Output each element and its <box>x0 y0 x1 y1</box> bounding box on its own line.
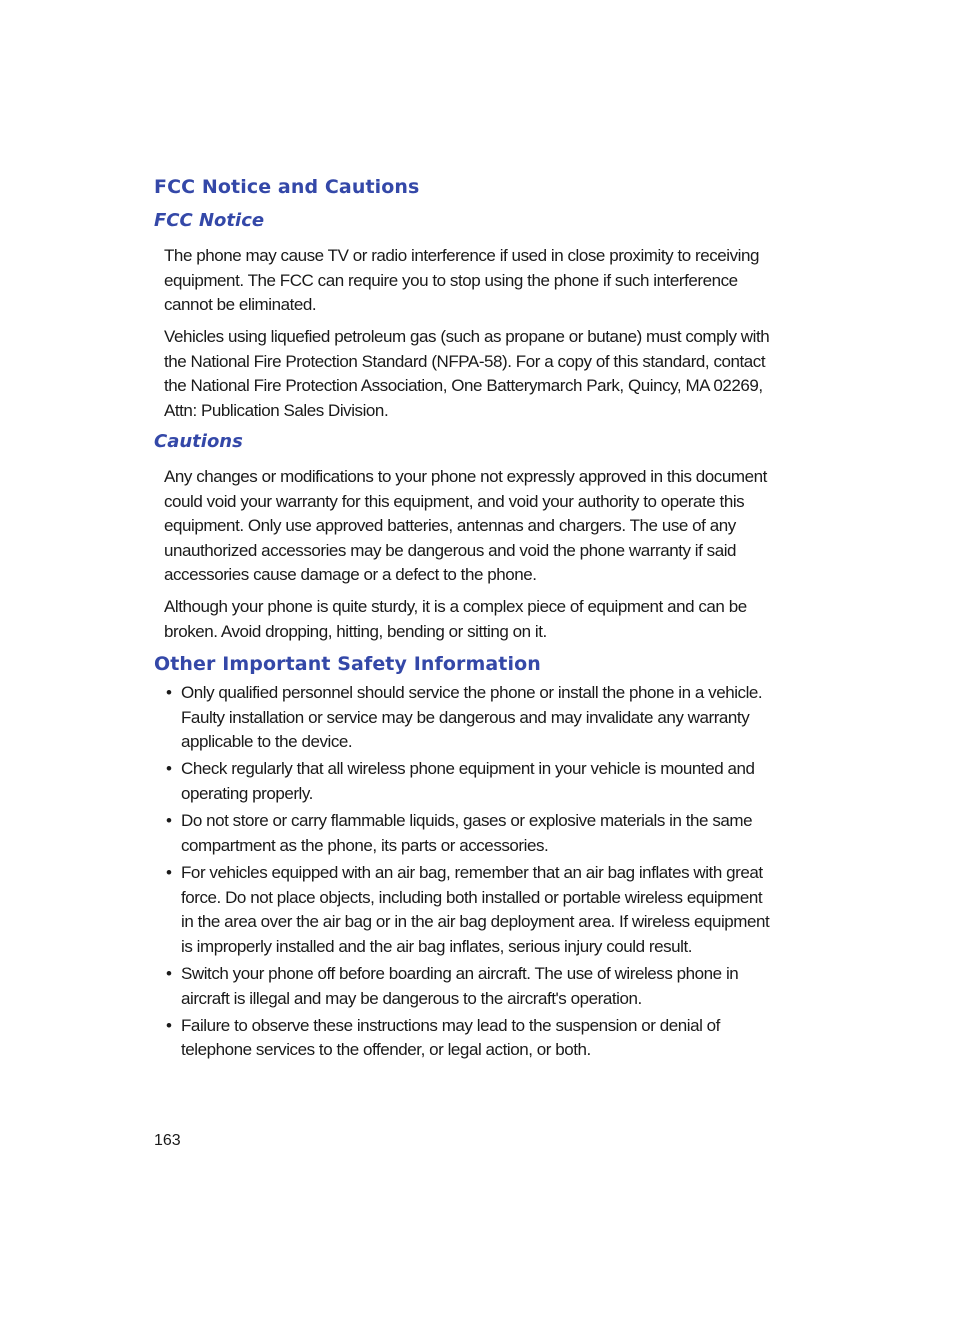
list-item-text: Only qualified personnel should service the phone or install the phone in a vehicle. Faulty installation or service may be dangerous and may invalidate any warranty applicable to the device. <box>181 683 763 752</box>
section-title: FCC Notice and Cautions <box>154 176 420 198</box>
list-item-text: Check regularly that all wireless phone equipment in your vehicle is mounted and operating properly. <box>181 759 755 803</box>
list-item <box>166 681 772 755</box>
bullet-icon: • <box>166 759 172 779</box>
list-item <box>166 809 772 858</box>
list-item-text: Failure to observe these instructions may lead to the suspension or denial of telephone services to the offender, or legal action, or both. <box>181 1015 720 1060</box>
list-item-text: Switch your phone off before boarding an aircraft. The use of wireless phone in aircraft is illegal and may be dangerous to the aircraft's operation. <box>181 963 739 1008</box>
fcc-notice-heading: FCC Notice <box>154 210 265 231</box>
list-item-text: Do not store or carry flammable liquids, gases or explosive materials in the same compartment as the phone, its parts or accessories. <box>181 811 753 855</box>
page-number: 163 <box>154 1132 181 1149</box>
list-item <box>166 962 772 1011</box>
bullet-icon: • <box>166 963 172 983</box>
fcc-notice-paragraph-2: Vehicles using liquefied petroleum gas (such as propane or butane) must comply with the National Fire Protection Standard (NFPA-58). For a copy of this standard, contact the National Fire Protection Association, One Batterymarch Park, Quincy, MA 02269, Attn: Publication Sales Division. <box>164 327 770 420</box>
list-item <box>166 861 772 959</box>
cautions-paragraph-2: Although your phone is quite sturdy, it is a complex piece of equipment and can be broken. Avoid dropping, hitting, bending or sitting on it. <box>164 597 747 641</box>
bullet-icon: • <box>166 683 172 702</box>
cautions-paragraph-1: Any changes or modifications to your phone not expressly approved in this document could void your warranty for this equipment, and void your authority to operate this equipment. Only use approved batteries, antennas and chargers. The use of any unauthorized accessories may be dangerous and void the phone warranty if said accessories cause damage or a defect to the phone. <box>164 467 767 585</box>
list-item <box>166 757 772 806</box>
fcc-notice-paragraph-1: The phone may cause TV or radio interference if used in close proximity to receiving equipment. The FCC can require you to stop using the phone if such interference cannot be eliminated. <box>164 246 759 315</box>
list-item-text: For vehicles equipped with an air bag, remember that an air bag inflates with great force. Do not place objects, including both installed or portable wireless equipment in the area over the air bag or in the air bag deployment area. If wireless equipment is improperly installed and the air bag inflates, serious injury could result. <box>181 862 770 956</box>
bullet-icon: • <box>166 1015 172 1035</box>
list-item <box>166 1014 772 1063</box>
bullet-icon: • <box>166 862 172 882</box>
safety-bullet-list <box>166 681 772 1065</box>
bullet-icon: • <box>166 811 172 831</box>
cautions-heading: Cautions <box>154 431 243 452</box>
other-safety-heading: Other Important Safety Information <box>154 653 541 675</box>
